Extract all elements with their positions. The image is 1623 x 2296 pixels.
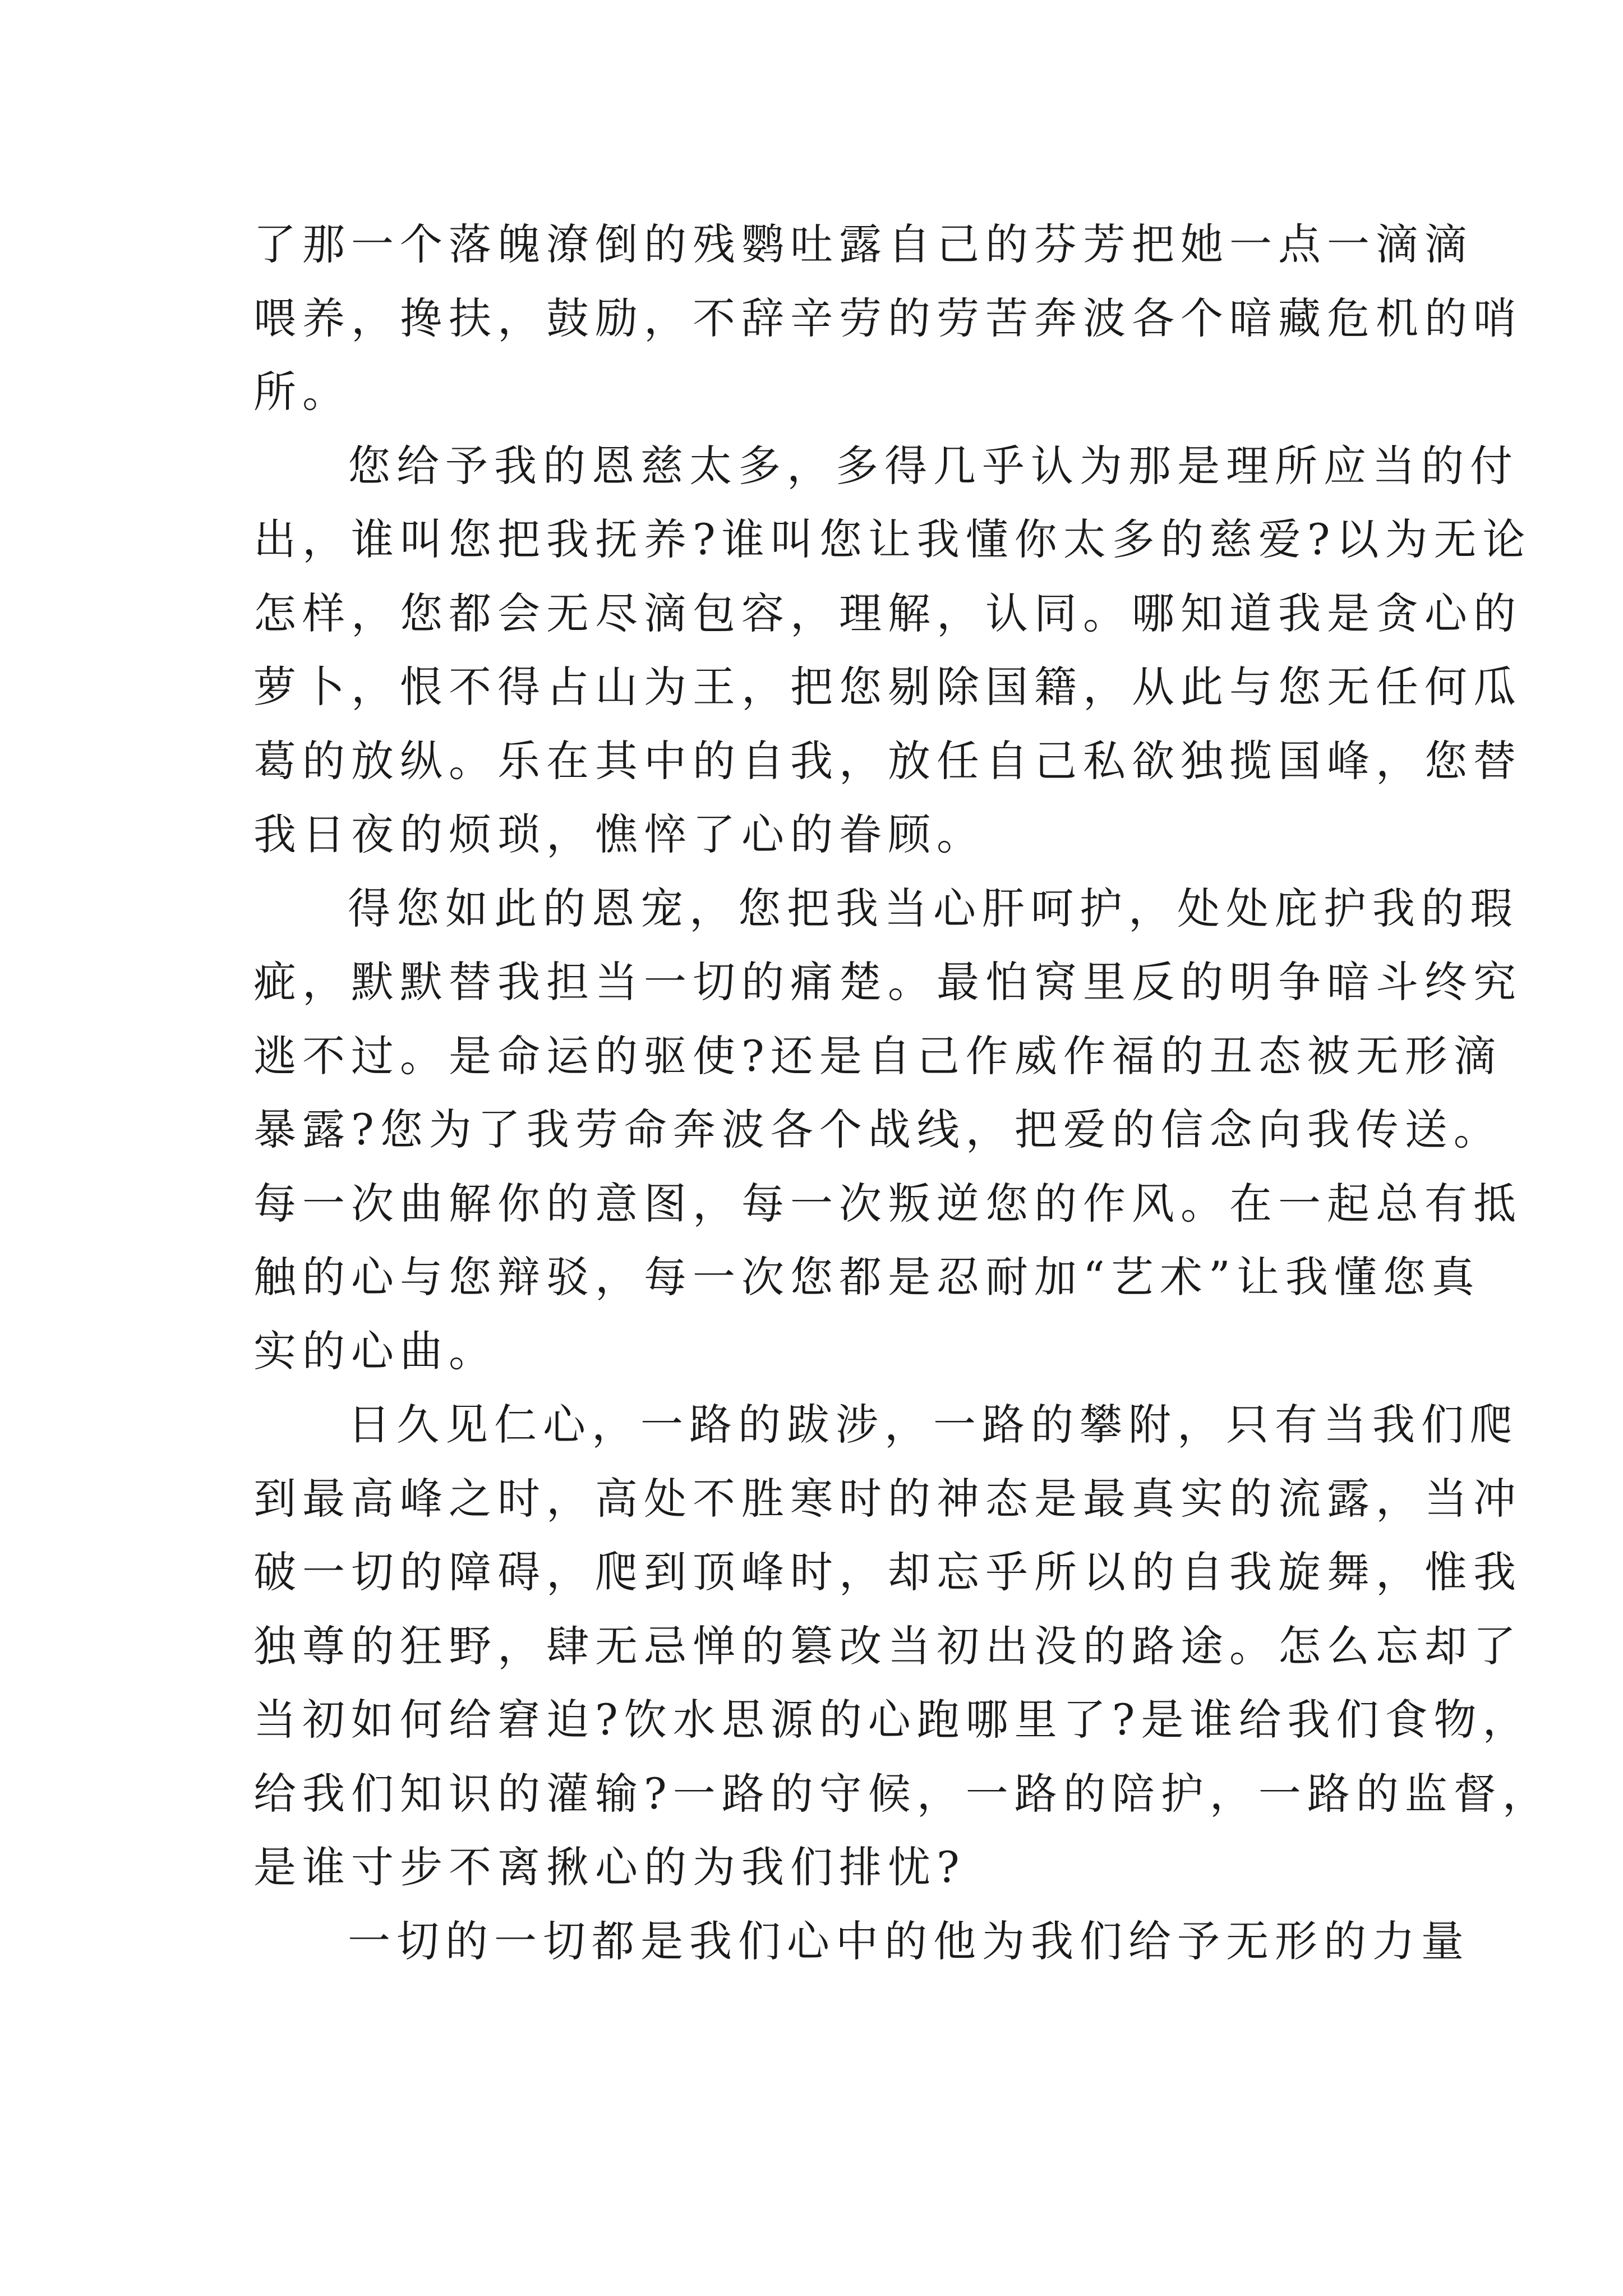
text-line: 给我们知识的灌输?一路的守候，一路的陪护，一路的监督， (253, 1768, 1551, 1819)
text-line: 暴露?您为了我劳命奔波各个战线，把爱的信念向我传送。 (253, 1105, 1502, 1154)
text-line: 喂养，搀扶，鼓励，不辞辛劳的劳苦奔波各个暗藏危机的哨 (253, 293, 1522, 343)
text-line: 是谁寸步不离揪心的为我们排忧? (253, 1842, 966, 1892)
text-line: 当初如何给窘迫?饮水思源的心跑哪里了?是谁给我们食物， (253, 1695, 1532, 1745)
text-line: 葛的放纵。乐在其中的自我，放任自己私欲独揽国峰，您替 (253, 735, 1522, 786)
text-line: 所。 (253, 367, 351, 417)
text-line: 得您如此的恩宠，您把我当心肝呵护，处处庇护我的瑕 (348, 883, 1519, 933)
text-line: 了那一个落魄潦倒的残鹦吐露自己的芬芳把她一点一滴滴 (253, 219, 1473, 269)
text-line: 一切的一切都是我们心中的他为我们给予无形的力量 (348, 1916, 1470, 1966)
text-line: 独尊的狂野，肆无忌惮的篡改当初出没的路途。怎么忘却了 (253, 1621, 1522, 1671)
text-line: 您给予我的恩慈太多，多得几乎认为那是理所应当的付 (348, 440, 1519, 491)
text-line: 破一切的障碍，爬到顶峰时，却忘乎所以的自我旋舞，惟我 (253, 1547, 1522, 1597)
text-line: 逃不过。是命运的驱使?还是自己作威作福的丑态被无形滴 (253, 1030, 1502, 1081)
text-line: 出，谁叫您把我抚养?谁叫您让我懂你太多的慈爱?以为无论 (253, 514, 1532, 564)
text-line: 到最高峰之时，高处不胜寒时的神态是最真实的流露，当冲 (253, 1473, 1522, 1524)
text-line: 萝卜，恨不得占山为王，把您剔除国籍，从此与您无任何瓜 (253, 662, 1522, 712)
text-line: 每一次曲解你的意图，每一次叛逆您的作风。在一起总有抵 (253, 1178, 1522, 1228)
body-text (253, 208, 1551, 1978)
text-line: 我日夜的烦琐，憔悴了心的眷顾。 (253, 809, 985, 859)
text-line: 日久见仁心，一路的跋涉，一路的攀附，只有当我们爬 (348, 1400, 1519, 1450)
text-line: 触的心与您辩驳，每一次您都是忍耐加“艺术”让我懂您真 (253, 1252, 1481, 1302)
text-line: 实的心曲。 (253, 1326, 497, 1376)
text-line: 怎样，您都会无尽滴包容，理解，认同。哪知道我是贪心的 (253, 588, 1522, 638)
text-line: 疵，默默替我担当一切的痛楚。最怕窝里反的明争暗斗终究 (253, 957, 1522, 1007)
